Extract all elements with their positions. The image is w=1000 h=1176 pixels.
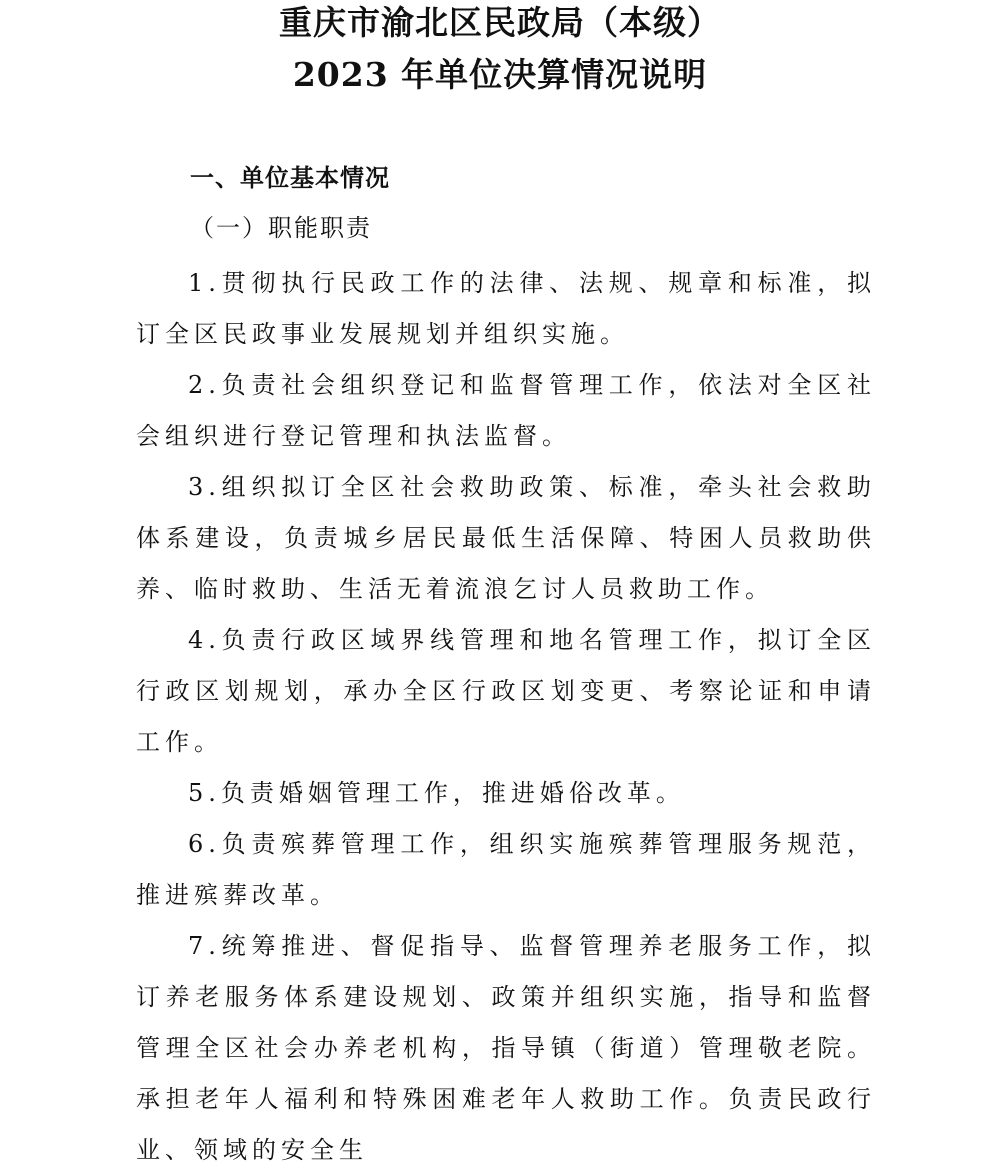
function-item-1: 1.贯彻执行民政工作的法律、法规、规章和标准，拟订全区民政事业发展规划并组织实施。 (136, 269, 876, 348)
document-title-line-1: 重庆市渝北区民政局（本级） (279, 3, 721, 42)
function-item-3: 3.组织拟订全区社会救助政策、标准，牵头社会救助体系建设，负责城乡居民最低生活保障、特困人员救助供养、临时救助、生活无着流浪乞讨人员救助工作。 (136, 473, 876, 603)
functions-list (136, 258, 876, 1176)
function-item-6: 6.负责殡葬管理工作，组织实施殡葬管理服务规范，推进殡葬改革。 (136, 830, 876, 909)
function-item-4: 4.负责行政区域界线管理和地名管理工作，拟订全区行政区划规划，承办全区行政区划变更、考察论证和申请工作。 (136, 626, 876, 756)
function-item-5: 5.负责婚姻管理工作，推进婚俗改革。 (188, 779, 685, 807)
function-item-7: 7.统筹推进、督促指导、监督管理养老服务工作，拟订养老服务体系建设规划、政策并组织实施，指导和监督管理全区社会办养老机构，指导镇（街道）管理敬老院。承担老年人福利和特殊困难老年人救助工作。负责民政行业、领域的安全生 (136, 932, 876, 1164)
subsection-heading-functions: （一）职能职责 (190, 214, 372, 242)
function-item-2: 2.负责社会组织登记和监督管理工作，依法对全区社会组织进行登记管理和执法监督。 (136, 371, 876, 450)
document-title-line-2: 2023 年单位决算情况说明 (292, 55, 708, 94)
section-heading-basic-info: 一、单位基本情况 (190, 164, 390, 192)
